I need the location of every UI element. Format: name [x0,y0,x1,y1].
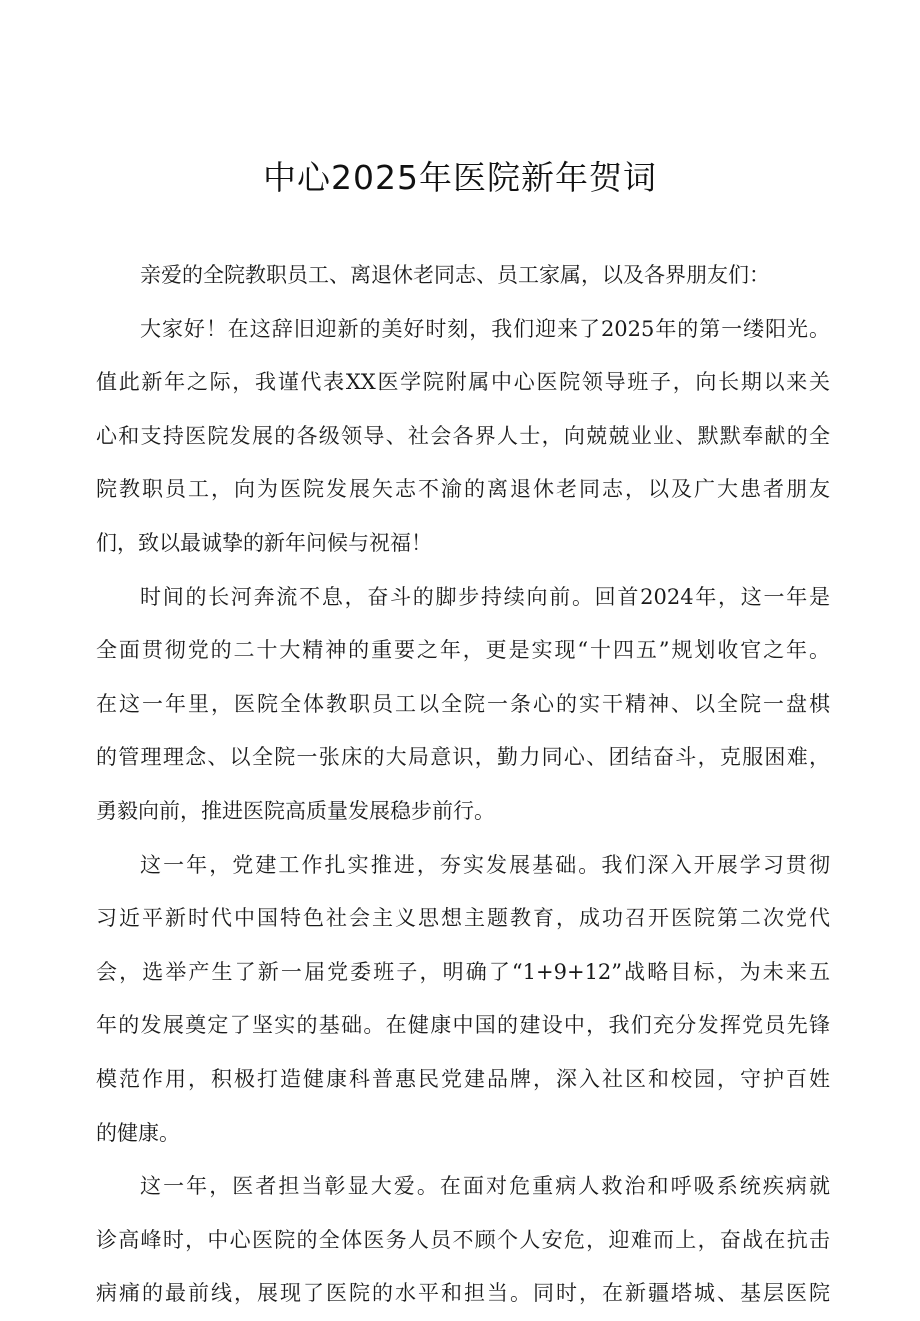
paragraph-line: 年的发展奠定了坚实的基础。在健康中国的建设中，我们充分发挥党员先锋 [96,1013,830,1038]
document-title: 中心2025年医院新年贺词 [263,158,657,197]
paragraph-line: 勇毅向前，推进医院高质量发展稳步前行。 [96,798,495,823]
paragraph-line: 这一年，医者担当彰显大爱。在面对危重病人救治和呼吸系统疾病就 [140,1174,830,1199]
paragraph-line: 会，选举产生了新一届党委班子，明确了“1+9+12”战略目标，为未来五 [96,959,830,984]
paragraph-line: 值此新年之际，我谨代表XX医学院附属中心医院领导班子，向长期以来关 [96,370,830,395]
salutation-line: 亲爱的全院教职员工、离退休老同志、员工家属，以及各界朋友们： [140,263,770,287]
paragraph-line: 这一年，党建工作扎实推进，夯实发展基础。我们深入开展学习贯彻 [140,852,830,877]
paragraph-line: 的健康。 [96,1120,180,1145]
paragraph-line: 习近平新时代中国特色社会主义思想主题教育，成功召开医院第二次党代 [96,906,830,931]
paragraph-line: 模范作用，积极打造健康科普惠民党建品牌，深入社区和校园，守护百姓 [96,1066,830,1091]
document-body [96,249,830,1321]
paragraph-line: 院教职员工，向为医院发展矢志不渝的离退休老同志，以及广大患者朋友 [96,477,830,502]
paragraph-line: 们，致以最诚挚的新年问候与祝福！ [96,530,432,555]
paragraph-line: 时间的长河奔流不息，奋斗的脚步持续向前。回首2024年，这一年是 [140,584,830,609]
paragraph-line: 大家好！在这辞旧迎新的美好时刻，我们迎来了2025年的第一缕阳光。 [140,316,830,341]
paragraph-line: 心和支持医院发展的各级领导、社会各界人士，向兢兢业业、默默奉献的全 [96,423,830,448]
paragraph-line: 全面贯彻党的二十大精神的重要之年，更是实现“十四五”规划收官之年。 [96,638,830,663]
paragraph-line: 的管理理念、以全院一张床的大局意识，勤力同心、团结奋斗，克服困难， [96,745,830,770]
paragraph-line: 在这一年里，医院全体教职员工以全院一条心的实干精神、以全院一盘棋 [96,691,830,716]
paragraph-line: 病痛的最前线，展现了医院的水平和担当。同时，在新疆塔城、基层医院 [96,1281,830,1306]
paragraph-line: 诊高峰时，中心医院的全体医务人员不顾个人安危，迎难而上，奋战在抗击 [96,1227,830,1252]
